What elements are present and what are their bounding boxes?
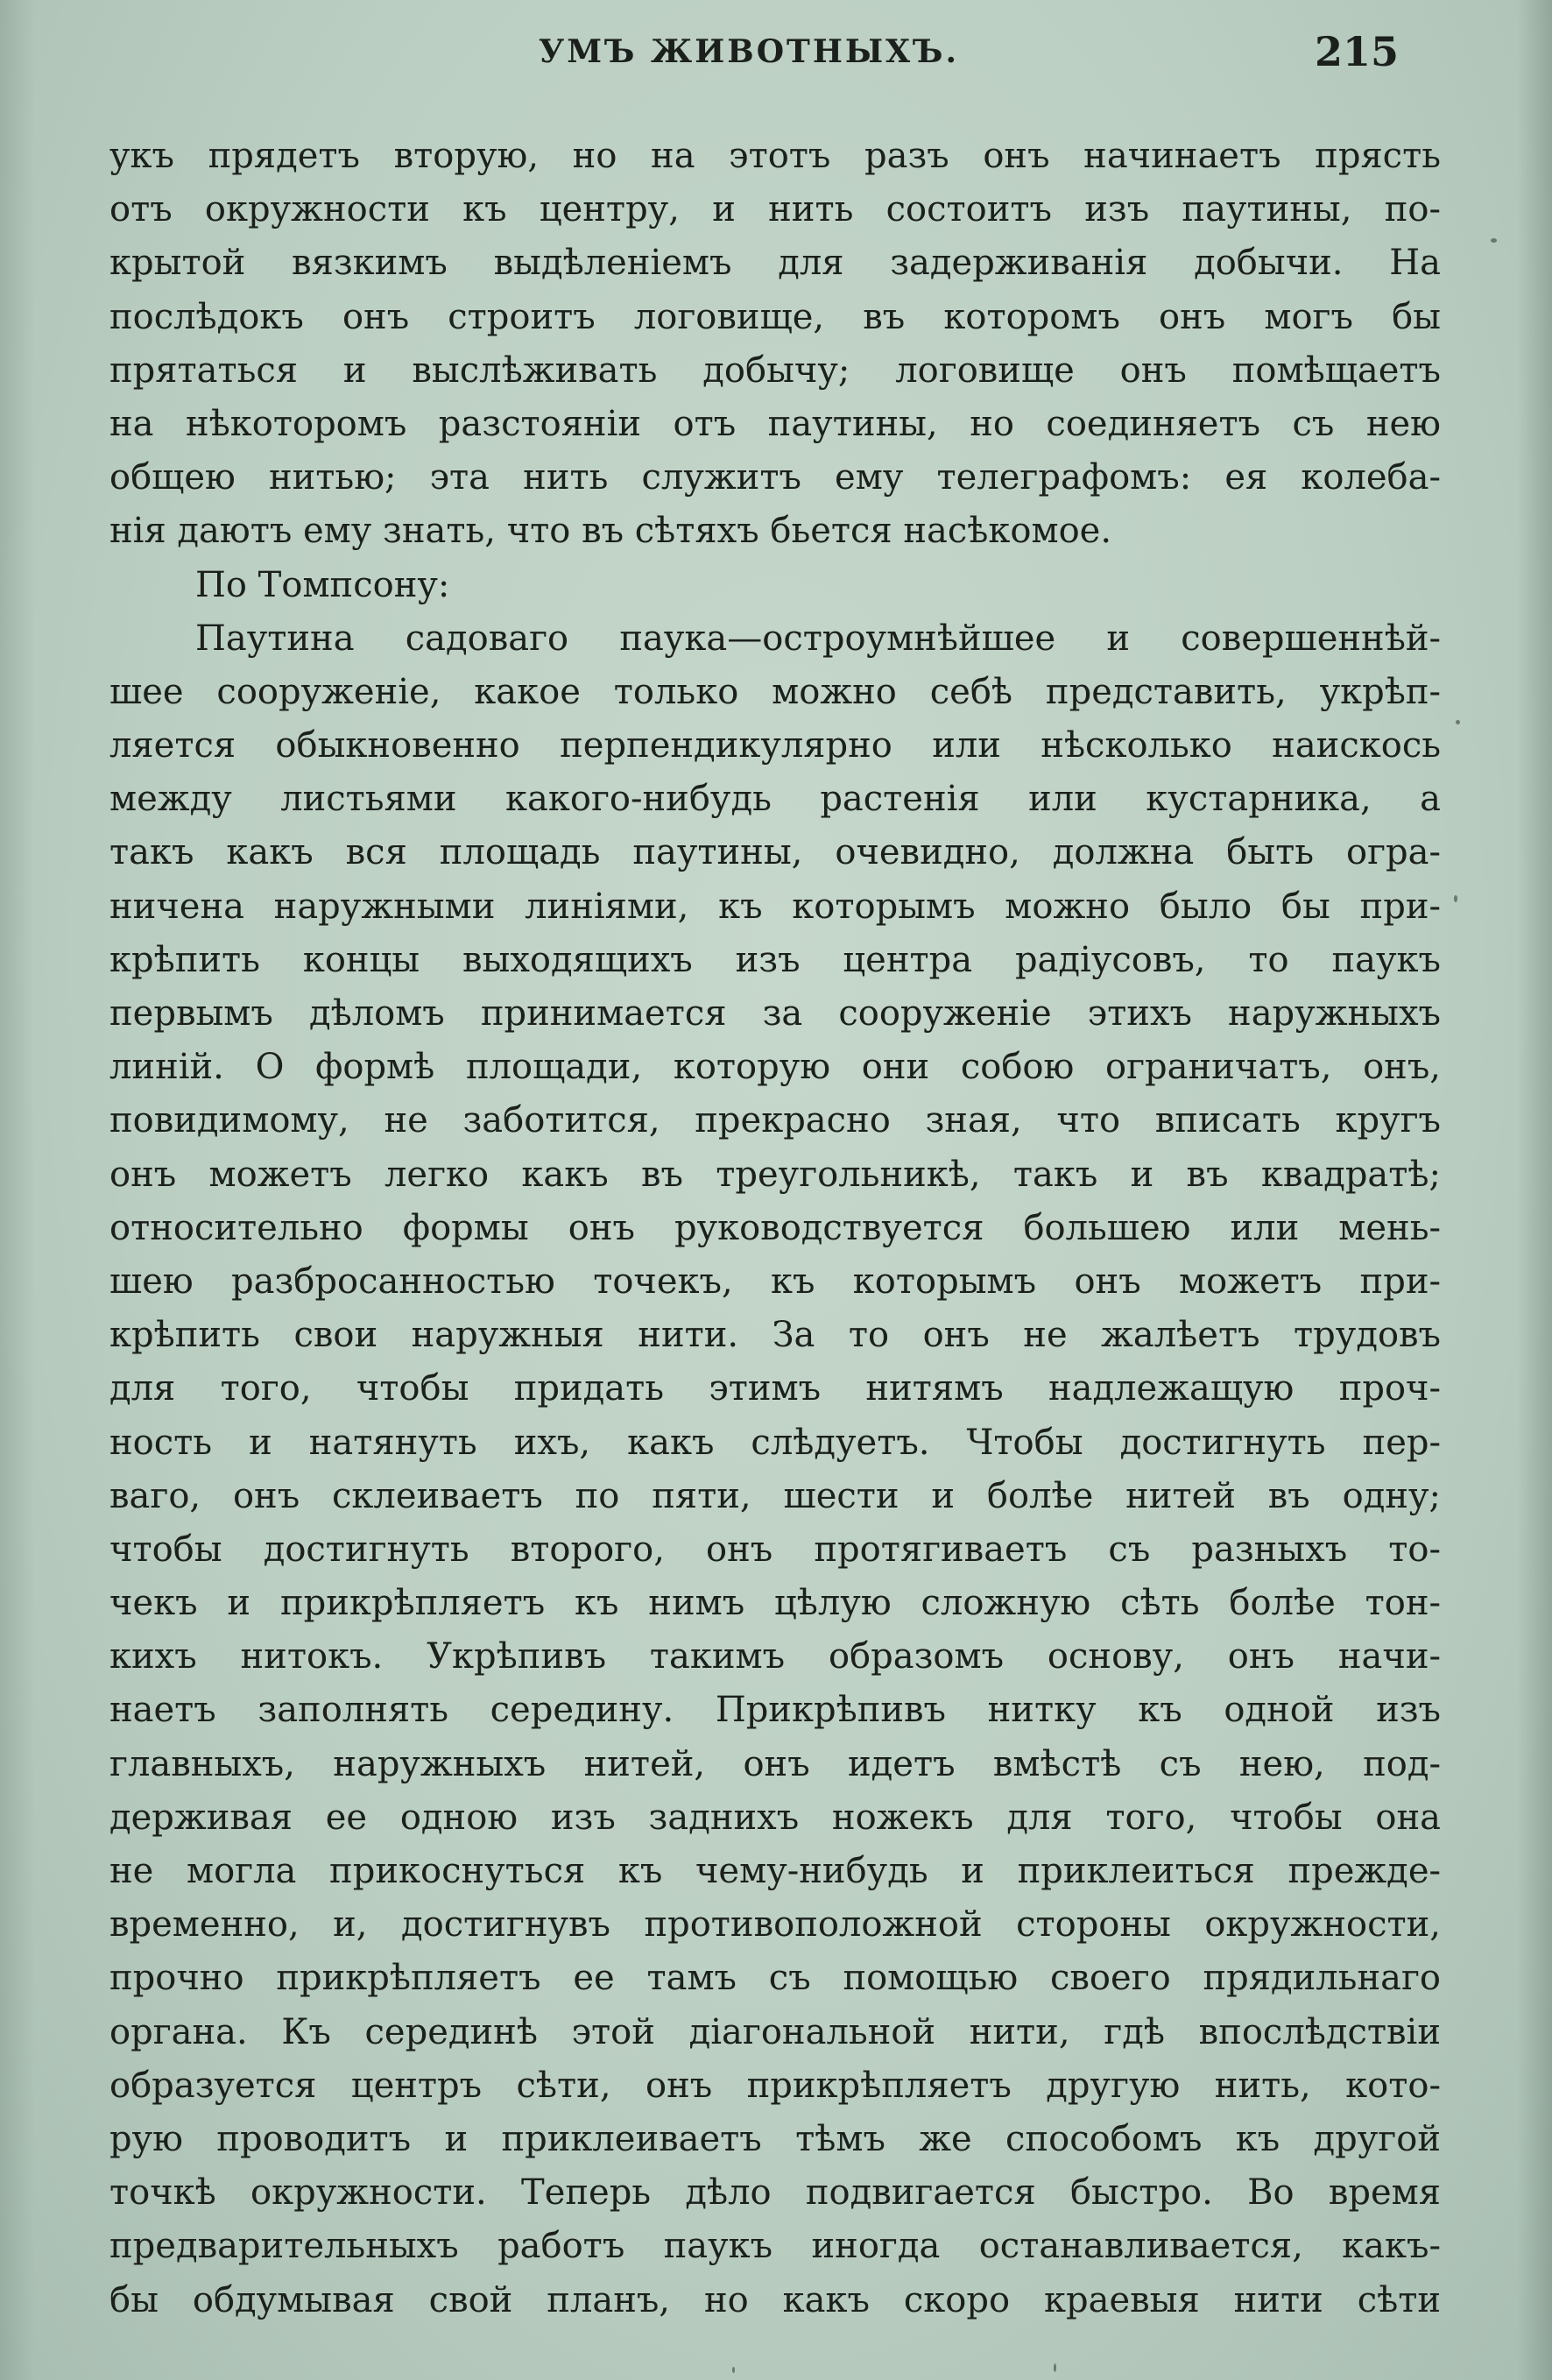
text-line: первымъ дѣломъ принимается за сооруженіе этихъ наружныхъ bbox=[109, 993, 1441, 1034]
text-line: послѣдокъ онъ строитъ логовище, въ которомъ онъ могъ бы bbox=[109, 296, 1441, 337]
page-header bbox=[109, 28, 1399, 81]
text-line: ляется обыкновенно перпендикулярно или нѣсколько наискось bbox=[109, 725, 1441, 766]
text-line: общею нитью; эта нить служитъ ему телеграфомъ: ея колеба- bbox=[109, 457, 1441, 498]
paper-speck bbox=[732, 2367, 735, 2373]
paper-speck bbox=[1456, 720, 1460, 724]
text-line: держивая ее одною изъ заднихъ ножекъ для того, чтобы она bbox=[109, 1797, 1441, 1838]
text-line: крѣпить концы выходящихъ изъ центра радіусовъ, то паукъ bbox=[109, 939, 1441, 980]
text-line: онъ можетъ легко какъ въ треугольникѣ, такъ и въ квадратѣ; bbox=[109, 1154, 1441, 1195]
text-line: такъ какъ вся площадь паутины, очевидно, должна быть огра- bbox=[109, 832, 1441, 873]
text-line: крѣпить свои наружныя нити. За то онъ не жалѣетъ трудовъ bbox=[109, 1315, 1441, 1356]
text-line: линій. О формѣ площади, которую они собою ограничатъ, онъ, bbox=[109, 1047, 1441, 1088]
text-line: предварительныхъ работъ паукъ иногда останавливается, какъ- bbox=[109, 2226, 1441, 2267]
text-line: ность и натянуть ихъ, какъ слѣдуетъ. Чтобы достигнуть пер- bbox=[109, 1422, 1441, 1463]
paper-speck bbox=[1491, 238, 1497, 243]
text-line: временно, и, достигнувъ противоположной стороны окружности, bbox=[109, 1904, 1441, 1946]
page-number: 215 bbox=[1314, 28, 1399, 75]
text-line: крытой вязкимъ выдѣленіемъ для задерживанія добычи. На bbox=[109, 243, 1441, 284]
page-edge-shadow-left bbox=[0, 0, 35, 2380]
text-line: образуется центръ сѣти, онъ прикрѣпляетъ другую нить, кото- bbox=[109, 2065, 1441, 2106]
text-line: бы обдумывая свой планъ, но какъ скоро краевыя нити сѣти bbox=[109, 2279, 1441, 2320]
text-line: точкѣ окружности. Теперь дѣло подвигается быстро. Во время bbox=[109, 2172, 1441, 2214]
text-line: чекъ и прикрѣпляетъ къ нимъ цѣлую сложную сѣть болѣе тон- bbox=[109, 1583, 1441, 1624]
text-line: не могла прикоснуться къ чему-нибудь и приклеиться прежде- bbox=[109, 1851, 1441, 1891]
text-line: относительно формы онъ руководствуется большею или мень- bbox=[109, 1207, 1441, 1248]
text-line: ваго, онъ склеиваетъ по пяти, шести и болѣе нитей въ одну; bbox=[109, 1475, 1441, 1516]
text-line: между листьями какого-нибудь растенія или кустарника, а bbox=[109, 779, 1441, 820]
body-text bbox=[109, 130, 1441, 2327]
page-edge-shadow-right bbox=[1517, 0, 1552, 2380]
text-line: отъ окружности къ центру, и нить состоитъ изъ паутины, по- bbox=[109, 189, 1441, 230]
paper-speck bbox=[1054, 2363, 1056, 2372]
text-line: повидимому, не заботится, прекрасно зная, что вписать кругъ bbox=[109, 1100, 1441, 1141]
text-line: на нѣкоторомъ разстояніи отъ паутины, но соединяетъ съ нею bbox=[109, 403, 1441, 444]
running-title: УМЪ ЖИВОТНЫХЪ. bbox=[538, 33, 960, 70]
text-line: Паутина садоваго паука—остроумнѣйшее и совершеннѣй- bbox=[195, 618, 1441, 659]
paper-speck bbox=[1454, 895, 1457, 902]
text-line: главныхъ, наружныхъ нитей, онъ идетъ вмѣстѣ съ нею, под- bbox=[109, 1743, 1441, 1784]
text-line: нія даютъ ему знать, что въ сѣтяхъ бьется насѣкомое. bbox=[109, 511, 1112, 552]
text-line: укъ прядетъ вторую, но на этотъ разъ онъ начинаетъ прясть bbox=[109, 136, 1441, 176]
text-line: органа. Къ серединѣ этой діагональной нити, гдѣ впослѣдствіи bbox=[109, 2011, 1441, 2052]
text-line: По Томпсону: bbox=[195, 564, 450, 605]
text-line: рую проводитъ и приклеиваетъ тѣмъ же способомъ къ другой bbox=[109, 2118, 1441, 2159]
text-line: шее сооруженіе, какое только можно себѣ представить, укрѣп- bbox=[109, 671, 1441, 712]
text-line: прятаться и выслѣживать добычу; логовище онъ помѣщаетъ bbox=[109, 350, 1441, 391]
text-line: прочно прикрѣпляетъ ее тамъ съ помощью своего прядильнаго bbox=[109, 1958, 1441, 1999]
text-line: для того, чтобы придать этимъ нитямъ надлежащую проч- bbox=[109, 1368, 1441, 1409]
text-line: шею разбросанностью точекъ, къ которымъ онъ можетъ при- bbox=[109, 1261, 1441, 1302]
text-line: наетъ заполнять середину. Прикрѣпивъ нитку къ одной изъ bbox=[109, 1690, 1441, 1731]
text-line: ничена наружными линіями, къ которымъ можно было бы при- bbox=[109, 886, 1441, 927]
text-line: чтобы достигнуть второго, онъ протягиваетъ съ разныхъ то- bbox=[109, 1529, 1441, 1570]
text-line: кихъ нитокъ. Укрѣпивъ такимъ образомъ основу, онъ начи- bbox=[109, 1636, 1441, 1677]
